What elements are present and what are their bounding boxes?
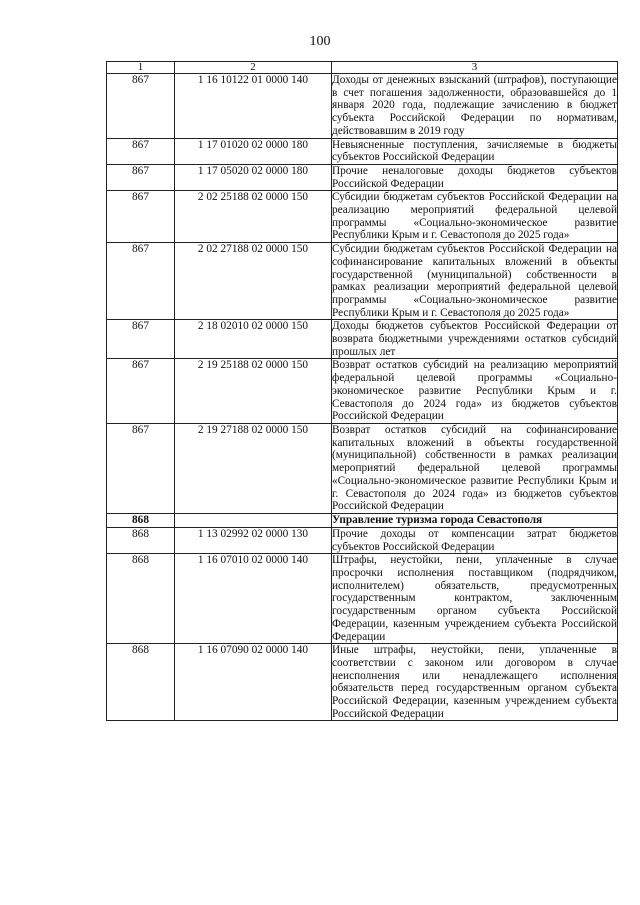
table-row bbox=[107, 423, 618, 513]
revenue-code-cell bbox=[175, 513, 332, 527]
revenue-name-cell: Возврат остатков субсидий на реализацию мероприятий федеральной целевой программы «Социально-экономическое развитие Республики Крым и г. Севастополя до 2024 года» из бюджетов субъектов Российской Федерации bbox=[332, 359, 617, 423]
revenue-code-cell: 2 02 27188 02 0000 150 bbox=[175, 243, 332, 320]
admin-code-cell: 867 bbox=[107, 359, 175, 424]
revenue-code-cell: 1 13 02992 02 0000 130 bbox=[175, 527, 332, 553]
admin-code-cell: 867 bbox=[107, 138, 175, 164]
revenue-name-cell: Прочие доходы от компенсации затрат бюджетов субъектов Российской Федерации bbox=[332, 527, 617, 553]
revenue-name-cell: Доходы от денежных взысканий (штрафов), поступающие в счет погашения задолженности, образовавшейся до 1 января 2020 года, подлежащие зачислению в бюджет субъекта Российской Федерации по нормативам, действовавшим в 2019 году bbox=[332, 74, 617, 137]
revenue-name-cell: Невыясненные поступления, зачисляемые в бюджеты субъектов Российской Федерации bbox=[332, 138, 617, 164]
revenue-name-cell: Субсидии бюджетам субъектов Российской Федерации на софинансирование капитальных вложений в объекты государственной (муниципальной) собственности в рамках реализации мероприятий федеральной целевой программы «Социально-экономическое развитие Республики Крым и г. Севастополя до 2025 года» bbox=[332, 243, 617, 319]
revenue-code-cell: 1 17 01020 02 0000 180 bbox=[175, 138, 332, 164]
admin-code-cell: 867 bbox=[107, 74, 175, 139]
revenue-code-cell: 1 16 07090 02 0000 140 bbox=[175, 644, 332, 721]
admin-code-cell: 867 bbox=[107, 191, 175, 243]
revenue-code-cell: 2 02 25188 02 0000 150 bbox=[175, 191, 332, 243]
revenue-code-cell: 1 16 07010 02 0000 140 bbox=[175, 554, 332, 644]
revenue-name-cell: Прочие неналоговые доходы бюджетов субъектов Российской Федерации bbox=[332, 164, 617, 190]
admin-code-cell: 867 bbox=[107, 423, 175, 513]
revenue-name-cell: Субсидии бюджетам субъектов Российской Федерации на реализацию мероприятий федеральной целевой программы «Социально-экономическое развитие Республики Крым и г. Севастополя до 2025 года» bbox=[332, 191, 617, 242]
column-header-3: 3 bbox=[332, 62, 618, 74]
admin-code-cell: 868 bbox=[107, 644, 175, 721]
revenue-code-cell: 1 17 05020 02 0000 180 bbox=[175, 164, 332, 190]
table-row bbox=[107, 138, 618, 164]
table-row bbox=[107, 554, 618, 644]
revenue-name-cell: Штрафы, неустойки, пени, уплаченные в случае просрочки исполнения поставщиком (подрядчиком, исполнителем) обязательств, предусмотренных государственным контрактом, заключенным государственным органом субъекта Российской Федерации, казенным учреждением субъекта Российской Федерации bbox=[332, 554, 617, 643]
page-number: 100 bbox=[309, 34, 331, 49]
revenue-name-cell: Иные штрафы, неустойки, пени, уплаченные в соответствии с законом или договором в случае неисполнения или ненадлежащего исполнения обязательств перед государственным органом субъекта Российской Федерации, казенным учреждением субъекта Российской Федерации bbox=[332, 644, 617, 720]
table-body bbox=[107, 74, 618, 721]
revenue-codes-table bbox=[106, 61, 618, 721]
admin-code-cell: 868 bbox=[107, 513, 175, 527]
revenue-code-cell: 2 19 25188 02 0000 150 bbox=[175, 359, 332, 424]
admin-code-cell: 867 bbox=[107, 243, 175, 320]
revenue-code-cell: 2 18 02010 02 0000 150 bbox=[175, 320, 332, 359]
table-row bbox=[107, 164, 618, 190]
column-header-1: 1 bbox=[107, 62, 175, 74]
table-header-row bbox=[107, 62, 618, 74]
table-row bbox=[107, 527, 618, 553]
table-row bbox=[107, 644, 618, 721]
table-row bbox=[107, 513, 618, 527]
table-row bbox=[107, 359, 618, 424]
table-row bbox=[107, 320, 618, 359]
table-row bbox=[107, 191, 618, 243]
revenue-code-cell: 1 16 10122 01 0000 140 bbox=[175, 74, 332, 139]
admin-code-cell: 867 bbox=[107, 164, 175, 190]
admin-code-cell: 868 bbox=[107, 527, 175, 553]
table-row bbox=[107, 74, 618, 139]
admin-code-cell: 868 bbox=[107, 554, 175, 644]
revenue-code-cell: 2 19 27188 02 0000 150 bbox=[175, 423, 332, 513]
revenue-name-cell: Возврат остатков субсидий на софинансирование капитальных вложений в объекты государственной (муниципальной) собственности в рамках реализации мероприятий федеральной целевой программы «Социально-экономическое развитие Республики Крым и г. Севастополя до 2024 года» из бюджетов субъектов Российской Федерации bbox=[332, 423, 617, 513]
revenue-name-cell: Управление туризма города Севастополя bbox=[332, 513, 618, 527]
admin-code-cell: 867 bbox=[107, 320, 175, 359]
table-row bbox=[107, 243, 618, 320]
column-header-2: 2 bbox=[175, 62, 332, 74]
revenue-name-cell: Доходы бюджетов субъектов Российской Федерации от возврата бюджетными учреждениями остатков субсидий прошлых лет bbox=[332, 320, 617, 358]
